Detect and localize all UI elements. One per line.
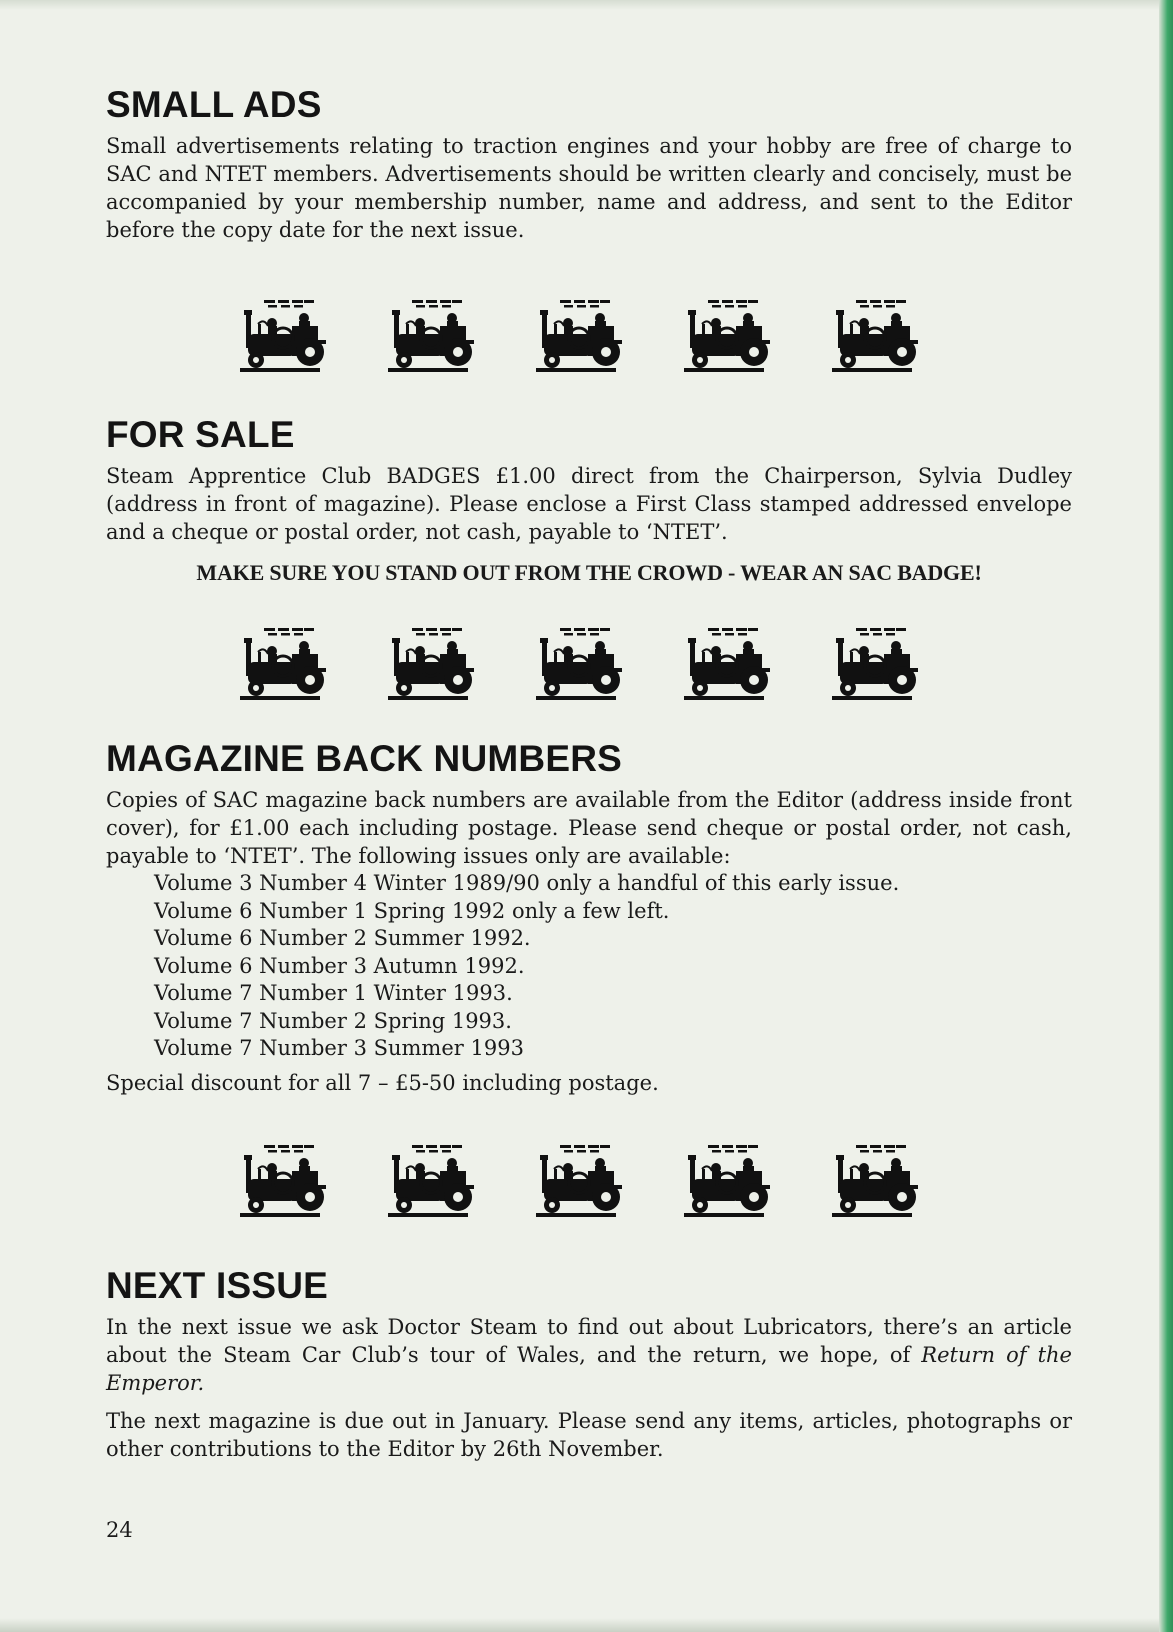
emperor-title: Return of the Emperor. [106, 1342, 1072, 1395]
next-issue-text: In the next issue we ask Doctor Steam to find out about Lubricators, there’s an article about the Steam Car Club’s tour of Wales, and the return, we hope, of [106, 1314, 1072, 1367]
traction-engine-icon [238, 296, 332, 376]
next-issue-heading: NEXT ISSUE [106, 1264, 328, 1306]
next-issue-body [106, 1313, 1072, 1397]
for-sale-section [106, 414, 1072, 586]
traction-engine-icon [386, 296, 480, 376]
list-item: Volume 7 Number 3 Summer 1993 [154, 1036, 524, 1060]
list-item: Volume 7 Number 1 Winter 1993. [154, 981, 513, 1005]
list-item: Volume 6 Number 3 Autumn 1992. [154, 953, 525, 978]
list-item: Volume 7 Number 2 Spring 1993. [154, 1008, 512, 1033]
traction-engine-icon [830, 1141, 924, 1221]
engine-divider-row-1 [106, 294, 1072, 376]
page-number: 24 [106, 1518, 133, 1542]
next-issue-section [106, 1265, 1072, 1463]
small-ads-heading: SMALL ADS [106, 84, 322, 125]
page-top-shadow [0, 0, 1159, 10]
back-numbers-body: Copies of SAC magazine back numbers are available from the Editor (address inside front cover), for £1.00 each including postage. Please send cheque or postal order, not cash, payable to ‘NTET’. The following issues only are available: [106, 788, 1072, 868]
for-sale-body: Steam Apprentice Club BADGES £1.00 direct from the Chairperson, Sylvia Dudley (address in front of magazine). Please enclose a First Class stamped addressed envelope and a cheque or postal order, not cash, payable to ‘NTET’. [106, 464, 1072, 544]
traction-engine-icon [534, 296, 628, 376]
green-binding-edge [1159, 0, 1173, 1632]
back-numbers-section [106, 738, 1072, 1097]
traction-engine-icon [386, 1141, 480, 1221]
for-sale-heading: FOR SALE [106, 414, 295, 455]
engine-divider-row-3 [106, 1139, 1072, 1221]
small-ads-body: Small advertisements relating to traction engines and your hobby are free of charge to SAC and NTET members. Advertisements should be written clearly and concisely, must be accompanied by your membership number, name and address, and sent to the Editor before the copy date for the next issue. [106, 134, 1072, 242]
traction-engine-icon [830, 624, 924, 704]
traction-engine-icon [238, 1141, 332, 1221]
traction-engine-icon [682, 296, 776, 376]
traction-engine-icon [534, 624, 628, 704]
small-ads-section [106, 84, 1072, 244]
list-item: Volume 6 Number 1 Spring 1992 only a few left. [154, 898, 670, 923]
page-bottom-shadow [0, 1618, 1159, 1632]
engine-divider-row-2 [106, 622, 1072, 704]
page-content [106, 84, 1072, 1463]
traction-engine-icon [386, 624, 480, 704]
next-issue-deadline: The next magazine is due out in January. Please send any items, articles, photographs or other contributions to the Editor by 26th November. [106, 1408, 1072, 1461]
list-item: Volume 3 Number 4 Winter 1989/90 only a handful of this early issue. [154, 871, 900, 895]
traction-engine-icon [682, 624, 776, 704]
list-item: Volume 6 Number 2 Summer 1992. [154, 926, 531, 950]
back-numbers-heading: MAGAZINE BACK NUMBERS [106, 738, 623, 779]
traction-engine-icon [682, 1141, 776, 1221]
issue-list [106, 870, 1072, 1063]
traction-engine-icon [830, 296, 924, 376]
traction-engine-icon [534, 1141, 628, 1221]
badge-callout: MAKE SURE YOU STAND OUT FROM THE CROWD - WEAR AN SAC BADGE! [196, 560, 982, 585]
discount-note: Special discount for all 7 – £5-50 including postage. [106, 1070, 659, 1095]
traction-engine-icon [238, 624, 332, 704]
